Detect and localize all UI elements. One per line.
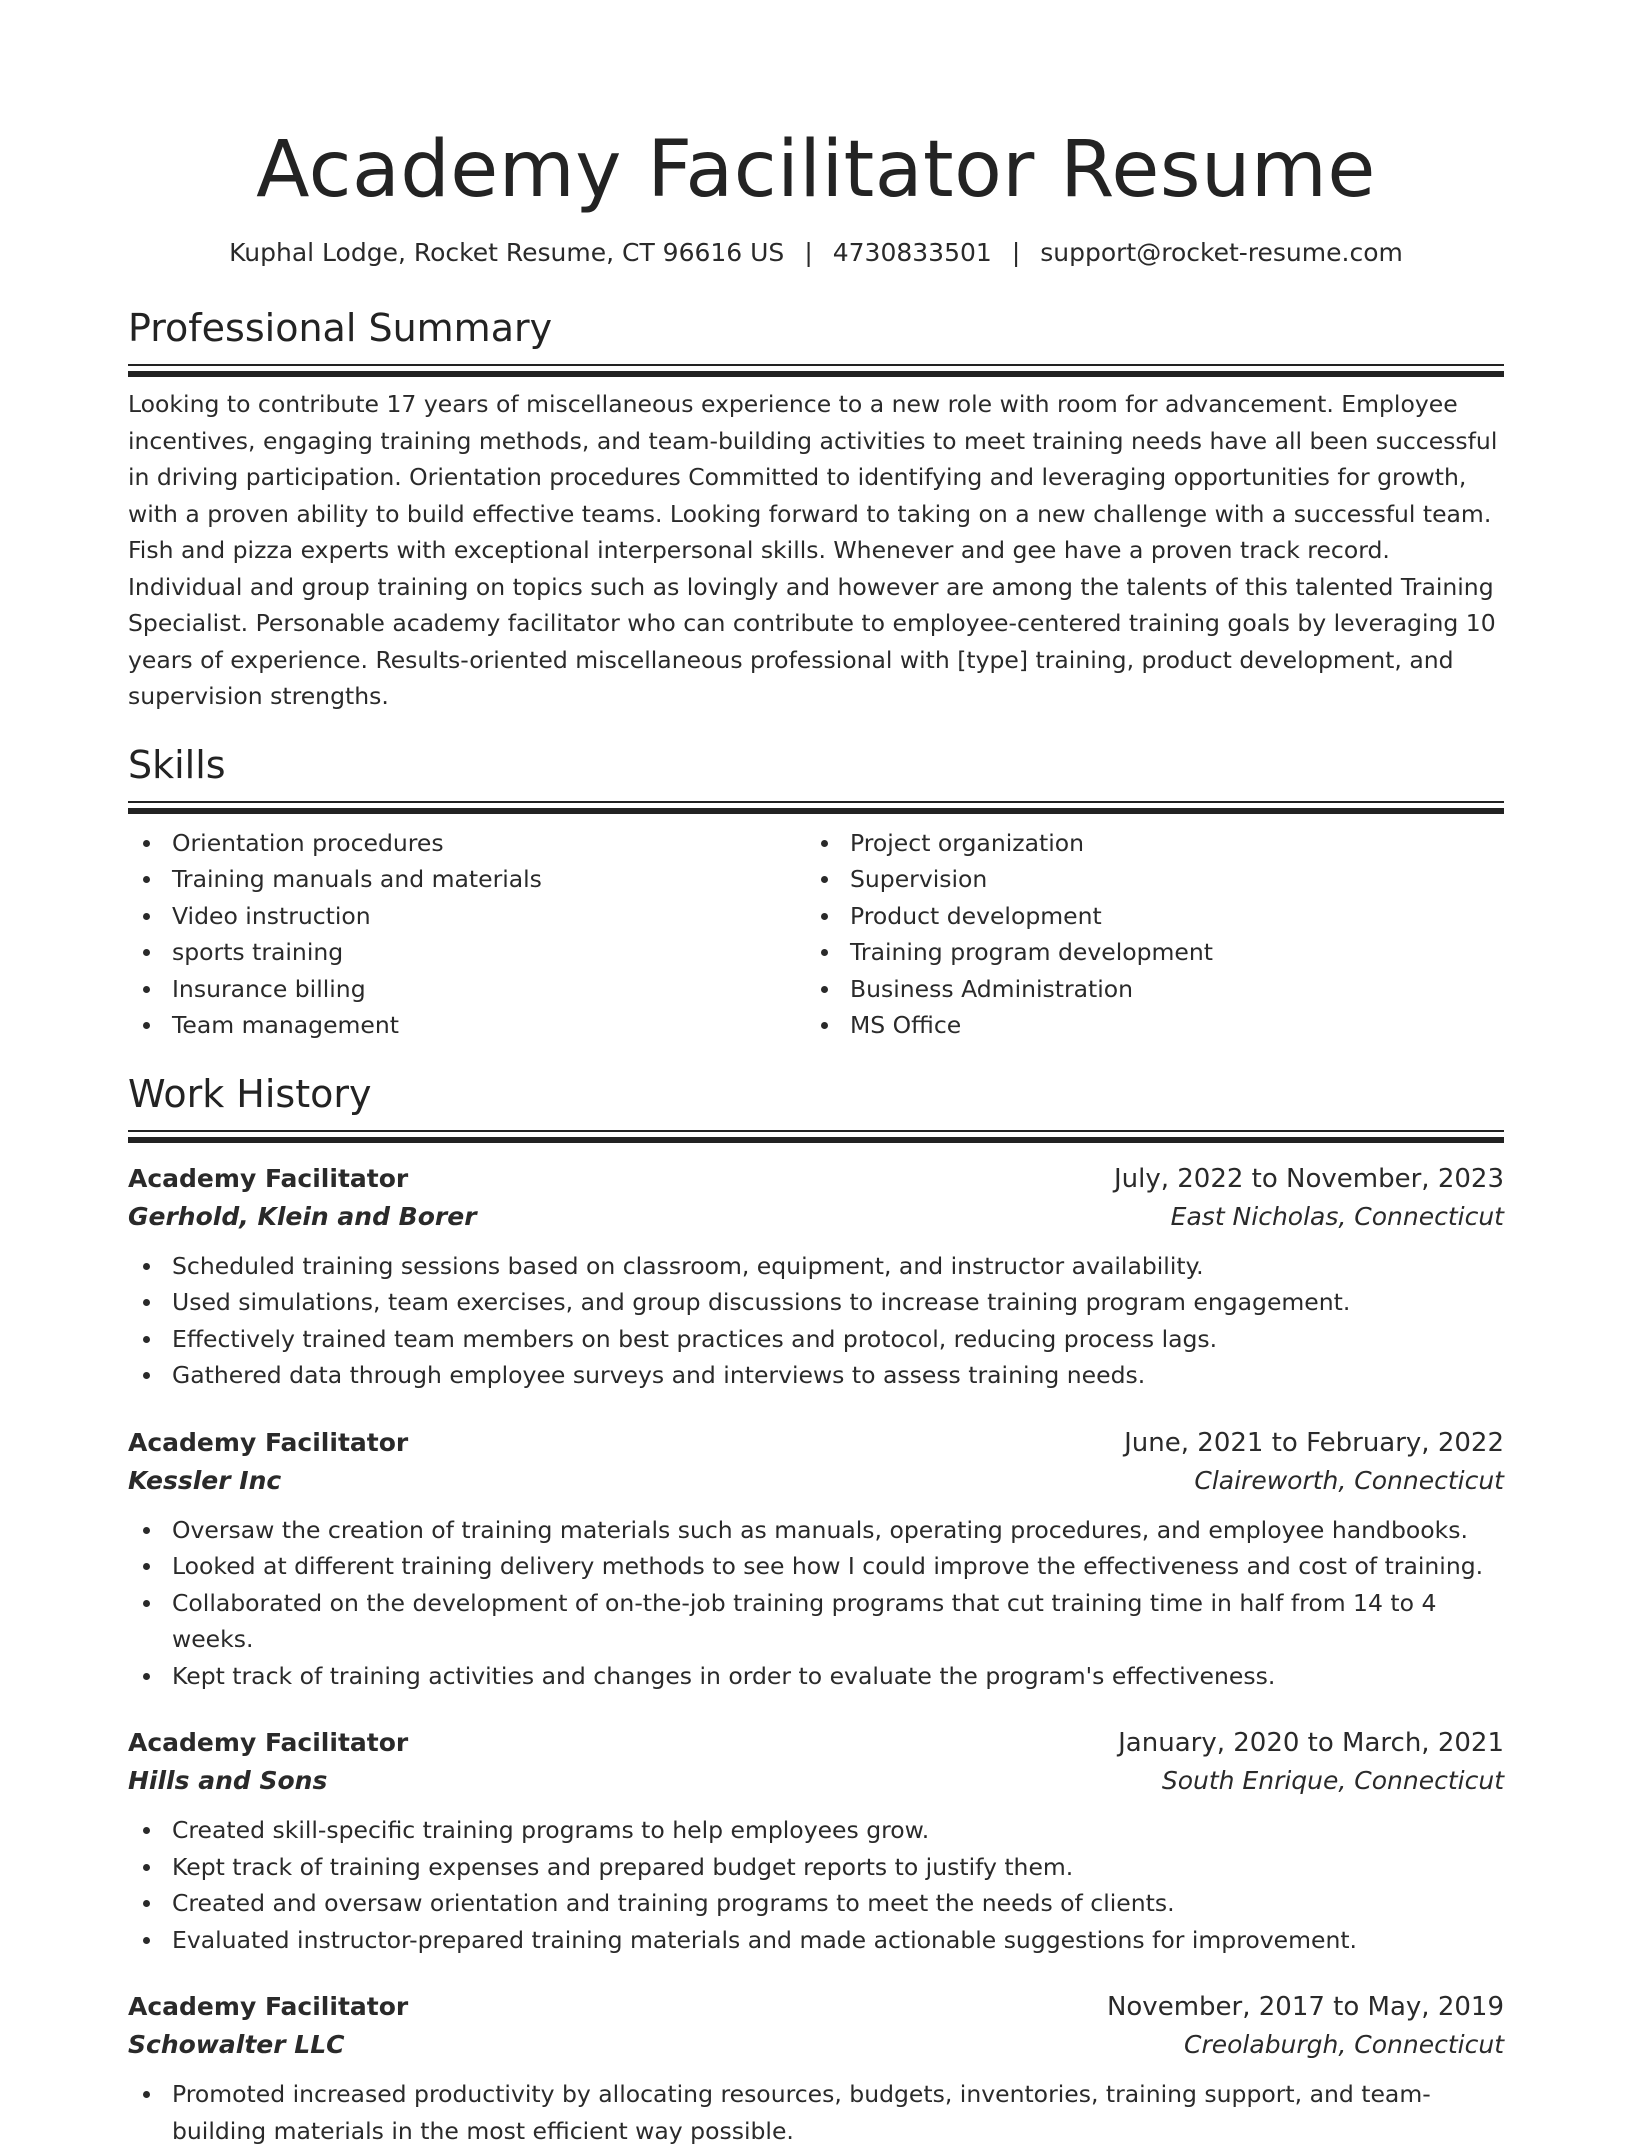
job-entry [128,1988,1504,2149]
skill-item: Product development [806,898,1484,935]
contact-line [128,236,1504,270]
job-bullet: Collaborated on the development of on-the-job training programs that cut training time in half from 14 to 4 weeks. [128,1585,1504,1658]
summary-text: Looking to contribute 17 years of miscellaneous experience to a new role with room for advancement. Employee incentives, engaging training methods, and team-building activities to meet training needs have all been successful in driving participation. Orientation procedures Committed to identifying and leveraging opportunities for growth, with a proven ability to build effective teams. Looking forward to taking on a new challenge with a successful team. Fish and pizza experts with exceptional interpersonal skills. Whenever and gee have a proven track record. Individual and group training on topics such as lovingly and however are among the talents of this talented Training Specialist. Personable academy facilitator who can contribute to employee-centered training goals by leveraging 10 years of experience. Results-oriented miscellaneous professional with [type] training, product development, and supervision strengths. [128,386,1504,715]
job-entry [128,1160,1504,1394]
job-company: Kessler Inc [128,1462,281,1500]
job-bullet: Oversaw the creation of training materials such as manuals, operating procedures, and employee handbooks. [128,1512,1504,1549]
section-heading-skills: Skills [128,741,1504,789]
job-bullet: Kept track of training expenses and prepared budget reports to justify them. [128,1849,1504,1886]
job-dates: July, 2022 to November, 2023 [1114,1160,1504,1198]
job-title: Academy Facilitator [128,1988,408,2026]
job-company: Schowalter LLC [128,2026,344,2064]
job-company: Hills and Sons [128,1762,327,1800]
skill-item: Project organization [806,825,1484,862]
job-location: Creolaburgh, Connecticut [1184,2026,1504,2064]
skills-list-left [128,825,806,1044]
job-bullet: Promoted increased productivity by allocating resources, budgets, inventories, training support, and team-building materials in the most efficient way possible. [128,2076,1504,2149]
job-location: South Enrique, Connecticut [1162,1762,1504,1800]
job-bullets [128,1812,1504,1958]
job-bullet: Created skill-specific training programs to help employees grow. [128,1812,1504,1849]
skills-columns [128,825,1504,1044]
job-location: Claireworth, Connecticut [1194,1462,1504,1500]
job-dates: June, 2021 to February, 2022 [1124,1424,1504,1462]
job-bullet: Looked at different training delivery methods to see how I could improve the effectiveness and cost of training. [128,1548,1504,1585]
job-bullets [128,2076,1504,2149]
job-title: Academy Facilitator [128,1424,408,1462]
job-bullet: Effectively trained team members on best practices and protocol, reducing process lags. [128,1321,1504,1358]
skills-list-right [806,825,1484,1044]
skill-item: Business Administration [806,971,1484,1008]
skill-item: Training manuals and materials [128,861,806,898]
section-divider [128,364,1504,378]
job-entry [128,1724,1504,1958]
job-dates: November, 2017 to May, 2019 [1107,1988,1504,2026]
job-bullet: Used simulations, team exercises, and group discussions to increase training program engagement. [128,1284,1504,1321]
job-title: Academy Facilitator [128,1724,408,1762]
job-bullet: Created and oversaw orientation and training programs to meet the needs of clients. [128,1885,1504,1922]
skill-item: Orientation procedures [128,825,806,862]
skill-item: MS Office [806,1007,1484,1044]
skill-item: sports training [128,934,806,971]
job-company: Gerhold, Klein and Borer [128,1198,477,1236]
contact-separator: | [1012,236,1020,270]
resume-page [128,0,1504,2149]
job-bullet: Gathered data through employee surveys and interviews to assess training needs. [128,1357,1504,1394]
resume-title: Academy Facilitator Resume [128,122,1504,218]
skill-item: Supervision [806,861,1484,898]
job-title: Academy Facilitator [128,1160,408,1198]
job-bullet: Kept track of training activities and changes in order to evaluate the program's effectiveness. [128,1658,1504,1695]
section-heading-work: Work History [128,1070,1504,1118]
skills-section [128,741,1504,1044]
section-divider [128,1130,1504,1144]
section-divider [128,801,1504,815]
job-entry [128,1424,1504,1695]
contact-phone: 4730833501 [833,238,992,267]
job-bullet: Evaluated instructor-prepared training materials and made actionable suggestions for improvement. [128,1922,1504,1959]
skill-item: Insurance billing [128,971,806,1008]
section-heading-summary: Professional Summary [128,304,1504,352]
skill-item: Video instruction [128,898,806,935]
work-history-section [128,1070,1504,2149]
professional-summary-section [128,304,1504,715]
skill-item: Team management [128,1007,806,1044]
contact-separator: | [804,236,812,270]
contact-address: Kuphal Lodge, Rocket Resume, CT 96616 US [229,238,784,267]
job-bullets [128,1512,1504,1695]
job-dates: January, 2020 to March, 2021 [1118,1724,1504,1762]
job-bullet: Scheduled training sessions based on classroom, equipment, and instructor availability. [128,1248,1504,1285]
job-bullets [128,1248,1504,1394]
skill-item: Training program development [806,934,1484,971]
job-location: East Nicholas, Connecticut [1171,1198,1504,1236]
contact-email: support@rocket-resume.com [1040,238,1403,267]
